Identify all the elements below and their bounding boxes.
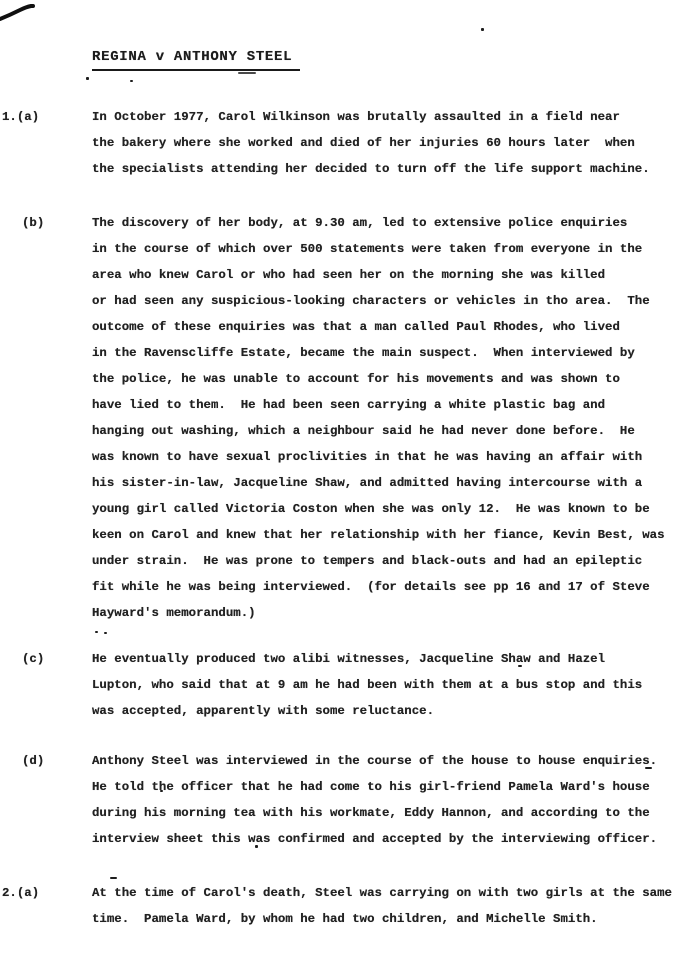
body-line: hanging out washing, which a neighbour said he had never done before. He <box>92 424 635 438</box>
body-line: outcome of these enquiries was that a man called Paul Rhodes, who lived <box>92 320 620 334</box>
paragraph-body <box>92 748 680 852</box>
paragraph-body <box>92 210 680 626</box>
paragraph-d <box>0 748 700 852</box>
paragraph-1a <box>0 104 700 182</box>
paragraph-body <box>92 104 680 182</box>
pen-stroke-mark <box>0 0 60 30</box>
body-line: the bakery where she worked and died of her injuries 60 hours later when <box>92 136 635 150</box>
body-line: the specialists attending her decided to turn off the life support machine. <box>92 162 650 176</box>
body-line: Anthony Steel was interviewed in the course of the house to house enquiries. <box>92 754 658 768</box>
body-line: He told the officer that he had come to his girl-friend Pamela Ward's house <box>92 780 650 794</box>
body-line: was accepted, apparently with some reluctance. <box>92 704 435 718</box>
scan-speck <box>95 631 98 633</box>
scan-speck <box>481 28 484 31</box>
body-line: interview sheet this was confirmed and accepted by the interviewing officer. <box>92 832 658 846</box>
scan-speck <box>104 632 107 634</box>
paragraph-body <box>92 880 680 932</box>
paragraph-label: 2.(a) <box>2 886 40 900</box>
scan-speck <box>238 72 256 74</box>
scan-speck <box>130 80 133 82</box>
body-line: Lupton, who said that at 9 am he had been with them at a bus stop and this <box>92 678 643 692</box>
body-line: his sister-in-law, Jacqueline Shaw, and admitted having intercourse with a <box>92 476 643 490</box>
paragraph-label: 1.(a) <box>2 110 40 124</box>
body-line: The discovery of her body, at 9.30 am, led to extensive police enquiries <box>92 216 628 230</box>
body-line: keen on Carol and knew that her relationship with her fiance, Kevin Best, was <box>92 528 665 542</box>
scan-speck <box>110 877 117 879</box>
body-line: in the course of which over 500 statements were taken from everyone in the <box>92 242 643 256</box>
body-line: or had seen any suspicious-looking characters or vehicles in tho area. The <box>92 294 650 308</box>
paragraph-2a <box>0 880 700 932</box>
body-line: was known to have sexual proclivities in that he was having an affair with <box>92 450 643 464</box>
body-line: fit while he was being interviewed. (for details see pp 16 and 17 of Steve <box>92 580 650 594</box>
title-row <box>92 47 700 71</box>
paragraph-label: (b) <box>22 216 45 230</box>
body-line: during his morning tea with his workmate, Eddy Hannon, and according to the <box>92 806 650 820</box>
body-line: At the time of Carol's death, Steel was carrying on with two girls at the same <box>92 886 672 900</box>
body-line: time. Pamela Ward, by whom he had two children, and Michelle Smith. <box>92 912 598 926</box>
body-line: young girl called Victoria Coston when she was only 12. He was known to be <box>92 502 650 516</box>
body-line: Hayward's memorandum.) <box>92 606 256 620</box>
case-title: REGINA v ANTHONY STEEL <box>92 47 300 71</box>
body-line: area who knew Carol or who had seen her on the morning she was killed <box>92 268 606 282</box>
paragraph-label: (d) <box>22 754 45 768</box>
paragraph-b <box>0 210 700 626</box>
paragraph-body <box>92 646 680 724</box>
body-line: in the Ravenscliffe Estate, became the main suspect. When interviewed by <box>92 346 635 360</box>
body-line: the police, he was unable to account for his movements and was shown to <box>92 372 620 386</box>
body-line: under strain. He was prone to tempers and black-outs and had an epileptic <box>92 554 643 568</box>
paragraph-c <box>0 646 700 724</box>
body-line: In October 1977, Carol Wilkinson was brutally assaulted in a field near <box>92 110 620 124</box>
scan-speck <box>86 77 89 80</box>
body-line: He eventually produced two alibi witnesses, Jacqueline Shaw and Hazel <box>92 652 606 666</box>
body-line: have lied to them. He had been seen carrying a white plastic bag and <box>92 398 606 412</box>
paragraph-label: (c) <box>22 652 45 666</box>
